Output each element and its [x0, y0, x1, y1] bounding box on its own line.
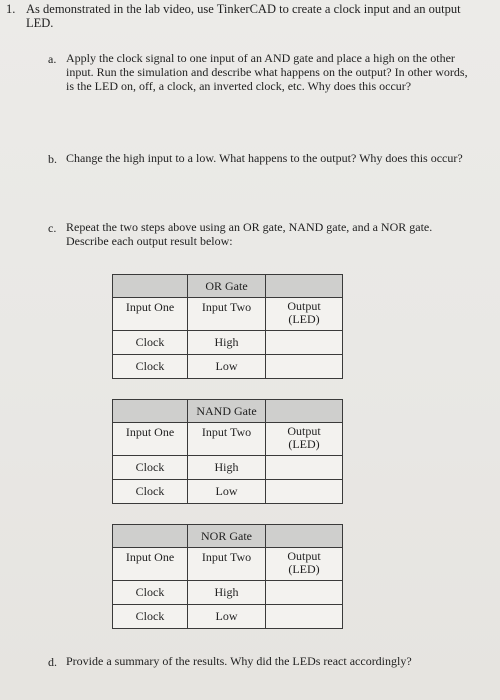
cell-output[interactable]: [266, 331, 343, 355]
table-row: [113, 456, 343, 480]
col-header-input-one: Input One: [113, 423, 188, 456]
part-d-label: d.: [48, 655, 57, 669]
cell-input-one: Clock: [113, 605, 188, 629]
part-a-prompt: Apply the clock signal to one input of an AND gate and place a high on the other input. Run the simulation and describe what happens on the output? In other words, is the LED on, off, a clock, an inverted clock, etc. Why does this occur?: [66, 51, 468, 93]
col-header-input-two: Input Two: [188, 423, 266, 456]
question-1-prompt: As demonstrated in the lab video, use TinkerCAD to create a clock input and an output LED.: [26, 2, 461, 30]
header-blank: [266, 275, 343, 298]
cell-input-one: Clock: [113, 480, 188, 504]
part-b-prompt: Change the high input to a low. What happens to the output? Why does this occur?: [66, 151, 463, 165]
col-header-input-one: Input One: [113, 548, 188, 581]
cell-output[interactable]: [266, 355, 343, 379]
table-row: [113, 605, 343, 629]
table-row: [113, 355, 343, 379]
col-header-output: [266, 298, 343, 331]
part-d-prompt: Provide a summary of the results. Why did the LEDs react accordingly?: [66, 654, 412, 668]
led-label: (LED): [288, 437, 320, 451]
col-header-input-one: Input One: [113, 298, 188, 331]
table-title: OR Gate: [188, 275, 266, 298]
part-c-label: c.: [48, 221, 57, 235]
cell-input-two: Low: [188, 605, 266, 629]
header-blank: [113, 275, 188, 298]
table-title: NAND Gate: [188, 400, 266, 423]
table-row: [113, 480, 343, 504]
cell-input-one: Clock: [113, 355, 188, 379]
cell-output[interactable]: [266, 456, 343, 480]
output-label: Output: [287, 549, 321, 563]
led-label: (LED): [288, 562, 320, 576]
col-header-input-two: Input Two: [188, 298, 266, 331]
cell-input-one: Clock: [113, 581, 188, 605]
header-blank: [266, 400, 343, 423]
cell-input-two: High: [188, 331, 266, 355]
cell-input-one: Clock: [113, 331, 188, 355]
output-label: Output: [287, 299, 321, 313]
cell-input-two: High: [188, 581, 266, 605]
part-a-label: a.: [48, 52, 57, 66]
header-blank: [113, 400, 188, 423]
nor-gate-table: [112, 524, 343, 629]
cell-input-two: High: [188, 456, 266, 480]
led-label: (LED): [288, 312, 320, 326]
cell-output[interactable]: [266, 480, 343, 504]
col-header-output: [266, 423, 343, 456]
col-header-input-two: Input Two: [188, 548, 266, 581]
output-label: Output: [287, 424, 321, 438]
cell-input-two: Low: [188, 355, 266, 379]
table-row: [113, 331, 343, 355]
table-title: NOR Gate: [188, 525, 266, 548]
cell-output[interactable]: [266, 605, 343, 629]
header-blank: [113, 525, 188, 548]
part-b-label: b.: [48, 152, 57, 166]
col-header-output: [266, 548, 343, 581]
part-c-prompt: Repeat the two steps above using an OR gate, NAND gate, and a NOR gate. Describe each output result below:: [66, 220, 433, 248]
cell-input-two: Low: [188, 480, 266, 504]
table-row: [113, 581, 343, 605]
question-number: 1.: [6, 2, 16, 16]
nand-gate-table: [112, 399, 343, 504]
cell-output[interactable]: [266, 581, 343, 605]
or-gate-table: [112, 274, 343, 379]
header-blank: [266, 525, 343, 548]
cell-input-one: Clock: [113, 456, 188, 480]
